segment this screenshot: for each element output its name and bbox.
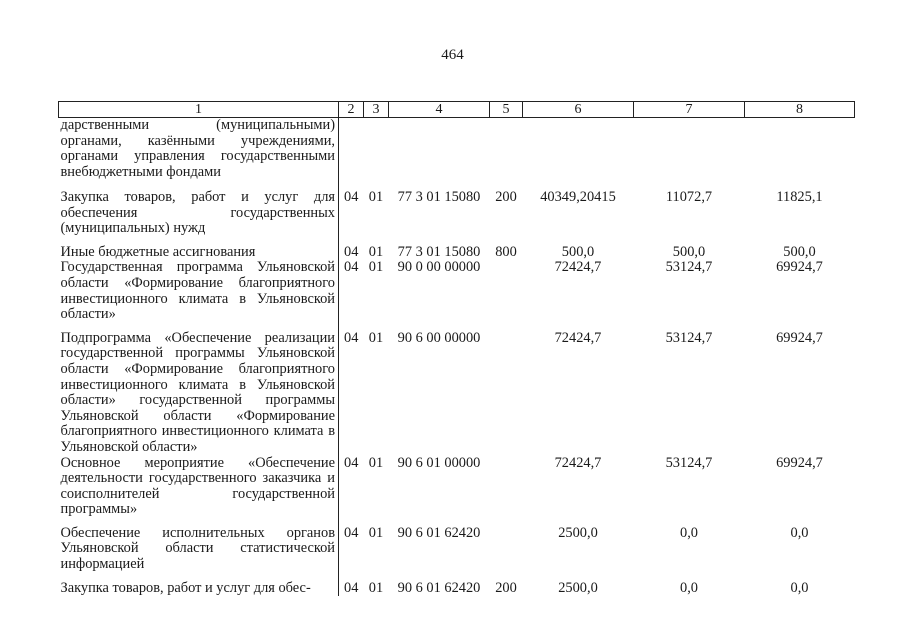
table-row — [59, 118, 855, 183]
cell-target-code: 90 6 01 62420 — [397, 579, 481, 596]
cell-target-code: 77 3 01 15080 — [397, 243, 481, 260]
cell-amount-6: 40349,20415 — [540, 189, 616, 205]
cell-section: 04 — [344, 243, 359, 260]
cell-amount-8: 500,0 — [783, 243, 816, 260]
cell-subsection: 01 — [368, 524, 384, 541]
table-row — [59, 573, 855, 597]
cell-subsection: 01 — [368, 329, 384, 346]
cell-target-code: 77 3 01 15080 — [397, 189, 481, 205]
cell-amount-6: 72424,7 — [554, 329, 602, 346]
cell-amount-7: 0,0 — [680, 579, 698, 596]
cell-expense-type — [490, 118, 523, 183]
cell-amount-6: 2500,0 — [558, 579, 598, 596]
cell-amount-8: 11825,1 — [776, 189, 823, 205]
row-name: Обеспечение исполнительных органов Ульяновской области статистической информацией — [59, 518, 339, 573]
cell-target-code: 90 6 00 00000 — [397, 329, 481, 346]
cell-subsection: 01 — [368, 189, 384, 205]
cell-amount-8: 0,0 — [790, 579, 809, 596]
table-row — [59, 237, 855, 261]
cell-expense-type — [490, 260, 523, 322]
cell-section: 04 — [344, 329, 359, 346]
cell-expense-type: 800 — [495, 243, 517, 260]
table-row — [59, 456, 855, 518]
cell-amount-6 — [523, 118, 634, 183]
cell-target-code: 90 0 00 00000 — [397, 259, 481, 276]
cell-amount-8: 0,0 — [790, 524, 809, 541]
cell-expense-type — [490, 518, 523, 573]
cell-subsection: 01 — [368, 579, 384, 596]
page-number: 464 — [441, 47, 464, 63]
budget-table — [58, 101, 854, 596]
cell-section: 04 — [344, 454, 359, 471]
table-header-row — [59, 102, 855, 118]
cell-amount-8: 69924,7 — [776, 259, 823, 276]
column-header: 7 — [634, 102, 745, 118]
row-name: Основное мероприятие «Обеспечение деятельности государственного заказчика и соисполнителей государственной программы» — [59, 456, 339, 518]
cell-amount-7: 11072,7 — [665, 189, 713, 205]
column-header: 5 — [490, 102, 523, 118]
table-row — [59, 260, 855, 322]
cell-amount-8: 69924,7 — [776, 329, 823, 346]
cell-section — [339, 118, 364, 183]
cell-subsection — [364, 118, 389, 183]
cell-amount-7: 0,0 — [680, 524, 698, 541]
row-name: Закупка товаров, работ и услуг для обеспечения государственных (муниципальных) нужд — [59, 182, 339, 237]
cell-amount-7: 500,0 — [672, 243, 706, 260]
cell-amount-6: 72424,7 — [554, 454, 602, 471]
cell-amount-7: 53124,7 — [665, 259, 713, 276]
column-header: 4 — [389, 102, 490, 118]
cell-section: 04 — [344, 579, 359, 596]
row-name: Подпрограмма «Обеспечение реализации государственной программы Ульяновской области «Формирование благоприятного инвестиционного климата в Ульяновской области» государственной программы Ульяновской области «Формирование благоприятного инвестиционного климата в Ульяновской области» — [59, 323, 339, 456]
cell-expense-type: 200 — [495, 579, 517, 596]
cell-subsection: 01 — [368, 454, 384, 471]
cell-section: 04 — [344, 189, 359, 205]
cell-expense-type: 200 — [495, 189, 517, 205]
cell-target-code: 90 6 01 62420 — [397, 524, 481, 541]
cell-amount-7 — [634, 118, 745, 183]
cell-subsection: 01 — [368, 259, 384, 276]
cell-expense-type — [490, 456, 523, 518]
row-name: Иные бюджетные ассигнования — [59, 237, 339, 261]
cell-amount-7: 53124,7 — [665, 329, 713, 346]
cell-target-code — [389, 118, 490, 183]
cell-amount-8: 69924,7 — [776, 454, 823, 471]
column-header: 6 — [523, 102, 634, 118]
cell-subsection: 01 — [368, 243, 384, 260]
column-header: 3 — [364, 102, 389, 118]
cell-amount-6: 2500,0 — [558, 524, 598, 541]
cell-section: 04 — [344, 524, 359, 541]
column-header: 1 — [59, 102, 339, 118]
cell-expense-type — [490, 323, 523, 456]
column-header: 8 — [745, 102, 855, 118]
cell-amount-7: 53124,7 — [665, 454, 713, 471]
cell-amount-8 — [745, 118, 855, 183]
cell-amount-6: 72424,7 — [554, 259, 602, 276]
cell-amount-6: 500,0 — [561, 243, 595, 260]
column-header: 2 — [339, 102, 364, 118]
cell-section: 04 — [344, 259, 359, 276]
row-name: дарственными (муниципальными) органами, казёнными учреждениями, органами управления государственными внебюджетными фондами — [59, 118, 339, 183]
row-name: Закупка товаров, работ и услуг для обес- — [59, 573, 339, 597]
table-row — [59, 323, 855, 456]
cell-target-code: 90 6 01 00000 — [397, 454, 481, 471]
table-row — [59, 182, 855, 237]
row-name: Государственная программа Ульяновской области «Формирование благоприятного инвестиционного климата в Ульяновской области» — [59, 260, 339, 322]
table-row — [59, 518, 855, 573]
